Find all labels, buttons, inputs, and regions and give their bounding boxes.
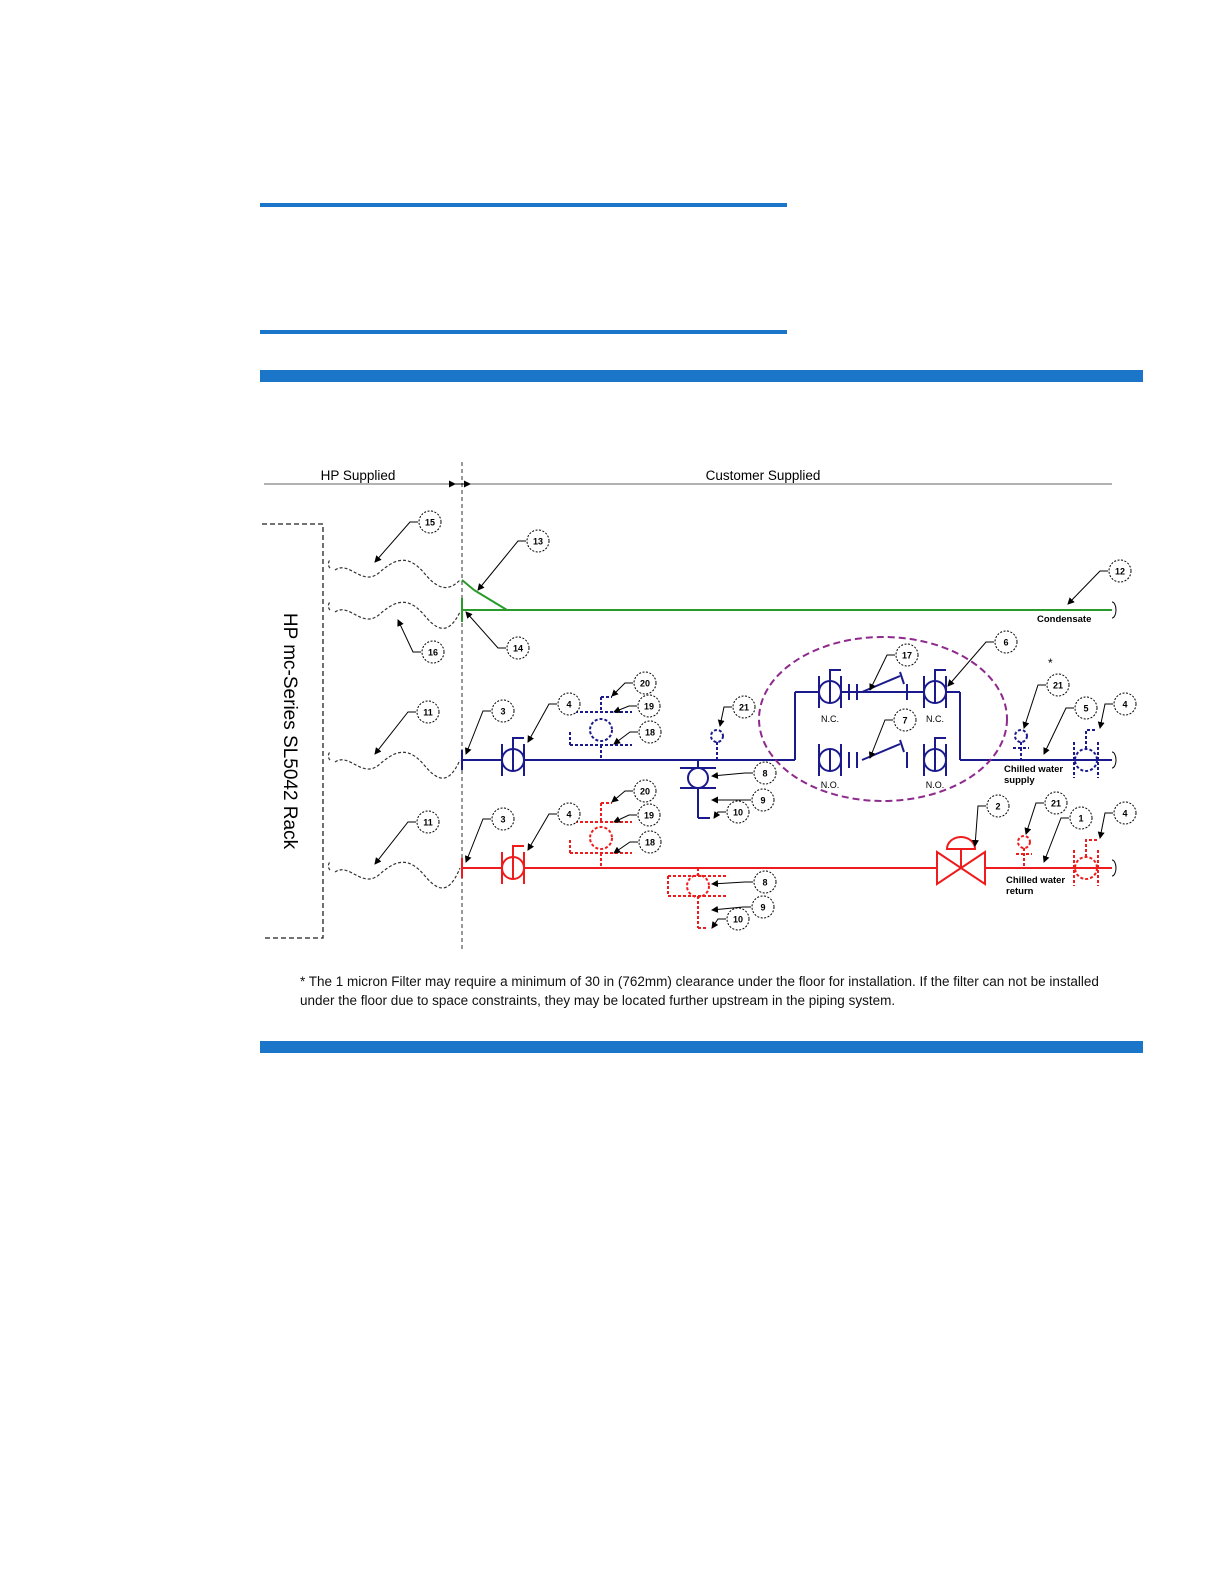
callout-number: 9 bbox=[760, 795, 766, 806]
callout-c10_r bbox=[712, 908, 749, 930]
rack-label: HP mc-Series SL5042 Rack bbox=[279, 612, 300, 850]
callout-number: 12 bbox=[1114, 566, 1126, 577]
callout-number: 11 bbox=[423, 817, 433, 828]
callout-c17 bbox=[870, 644, 918, 690]
callout-number: 19 bbox=[643, 810, 655, 821]
callout-c3_r bbox=[466, 808, 514, 862]
callout-number: 21 bbox=[1050, 798, 1062, 809]
callout-number: 13 bbox=[532, 536, 544, 547]
callout-number: 6 bbox=[1003, 637, 1009, 648]
nc-label-2: N.C. bbox=[926, 714, 944, 724]
callout-number: 21 bbox=[1052, 680, 1064, 691]
callout-c15 bbox=[375, 511, 441, 562]
callout-c21_s2 bbox=[1024, 674, 1069, 728]
callout-c18_s bbox=[614, 721, 661, 744]
nc-label-1: N.C. bbox=[821, 714, 839, 724]
callout-c5 bbox=[1044, 697, 1097, 754]
callout-c6 bbox=[948, 631, 1017, 686]
callout-number: 3 bbox=[500, 706, 506, 717]
callout-number: 3 bbox=[500, 814, 506, 825]
callout-number: 18 bbox=[644, 727, 656, 738]
callout-number: 4 bbox=[566, 699, 572, 710]
callout-c11_r bbox=[375, 811, 439, 864]
callout-number: 18 bbox=[644, 837, 656, 848]
callout-c18_r bbox=[614, 831, 661, 853]
callout-c2 bbox=[975, 795, 1009, 846]
callout-number: 4 bbox=[566, 809, 572, 820]
no-label-1: N.O. bbox=[820, 780, 840, 790]
callout-number: 15 bbox=[424, 517, 436, 528]
callout-number: 16 bbox=[427, 647, 439, 658]
callout-c4_r2 bbox=[1100, 802, 1136, 838]
supply-label-1: Chilled water bbox=[1004, 764, 1064, 775]
callout-c8_r bbox=[712, 871, 776, 893]
figure-footnote: * The 1 micron Filter may require a minimum of 30 in (762mm) clearance under the floor for installation. If the filter can not be installed under the floor due to space constraints, they may be located further upstream in the piping system. bbox=[300, 974, 1099, 1008]
hp-supplied-label: HP Supplied bbox=[320, 468, 396, 483]
callout-c4_s2 bbox=[1100, 693, 1136, 728]
callout-c19_s bbox=[614, 695, 660, 717]
callout-c14 bbox=[466, 612, 529, 659]
supply-label-2: supply bbox=[1004, 775, 1035, 786]
callout-c7 bbox=[870, 709, 916, 758]
callout-number: 4 bbox=[1122, 808, 1128, 819]
callout-number: 20 bbox=[639, 678, 651, 689]
return-label-1: Chilled water bbox=[1006, 875, 1066, 886]
customer-supplied-label: Customer Supplied bbox=[705, 468, 821, 483]
callout-number: 1 bbox=[1078, 813, 1084, 824]
callout-number: 7 bbox=[902, 715, 908, 726]
callout-number: 10 bbox=[732, 807, 744, 818]
callout-c3_s bbox=[466, 700, 514, 754]
callout-c4_s1 bbox=[528, 693, 580, 742]
condensate-line bbox=[462, 580, 1112, 622]
callout-c12 bbox=[1068, 560, 1131, 604]
filter-group-outline bbox=[759, 637, 1007, 801]
callout-number: 2 bbox=[995, 801, 1001, 812]
callout-number: 8 bbox=[762, 877, 768, 888]
callout-c21_r bbox=[1026, 792, 1067, 834]
callout-number: 5 bbox=[1083, 703, 1089, 714]
callout-number: 14 bbox=[512, 643, 524, 654]
callout-number: 4 bbox=[1122, 699, 1128, 710]
return-label-2: return bbox=[1006, 886, 1034, 897]
callout-c20_r bbox=[612, 780, 656, 802]
callout-number: 10 bbox=[732, 914, 744, 925]
callout-number: 17 bbox=[901, 650, 913, 661]
callout-number: 19 bbox=[643, 701, 655, 712]
callout-c4_r1 bbox=[528, 803, 580, 850]
callout-number: 9 bbox=[760, 902, 766, 913]
callout-number: 8 bbox=[762, 768, 768, 779]
callout-c10_s bbox=[714, 801, 749, 823]
callout-c11_s bbox=[375, 701, 439, 754]
callout-c1 bbox=[1044, 807, 1092, 862]
no-label-2: N.O. bbox=[925, 780, 945, 790]
condensate-label: Condensate bbox=[1037, 614, 1092, 625]
callout-number: 11 bbox=[423, 707, 433, 718]
filter-asterisk: * bbox=[1048, 656, 1053, 670]
callout-number: 21 bbox=[738, 702, 750, 713]
callout-c8_s bbox=[712, 762, 776, 784]
supply-line bbox=[462, 670, 1112, 818]
callout-c21_s1 bbox=[720, 696, 755, 726]
callout-number: 20 bbox=[639, 786, 651, 797]
callout-c20_s bbox=[612, 672, 656, 696]
callout-c13 bbox=[478, 530, 549, 590]
